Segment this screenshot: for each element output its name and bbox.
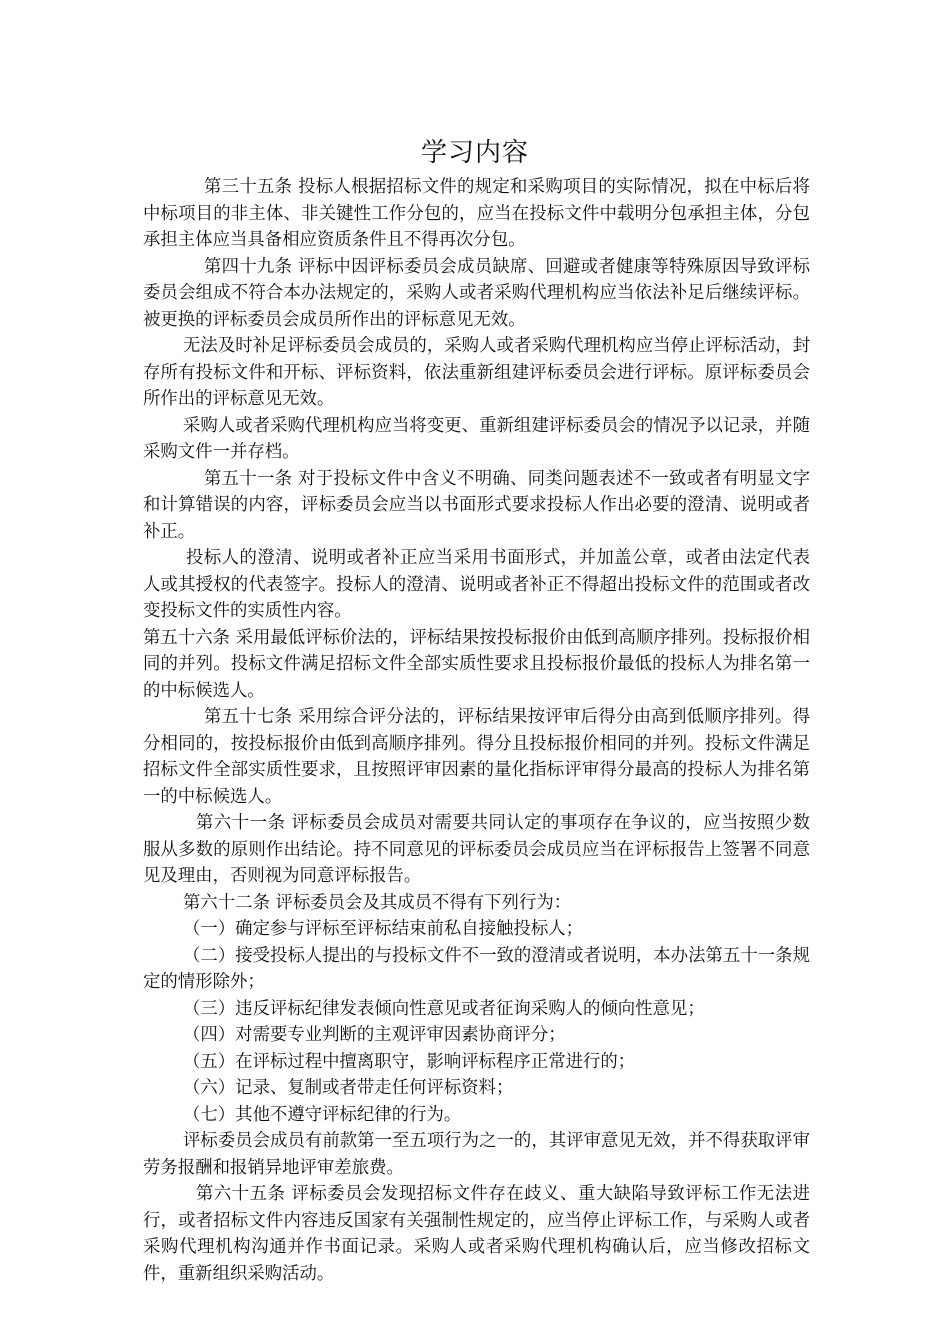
list-item: （五）在评标过程中擅离职守，影响评标程序正常进行的；: [183, 1051, 636, 1072]
paragraph-article-49: 第四十九条 评标中因评标委员会成员缺席、回避或者健康等特殊原因导致评标委员会组成不符合本办法规定的，采购人或者采购代理机构应当依法补足后继续评标。被更换的评标委员会成员所作出的评标意见无效。: [143, 256, 810, 330]
page-title: 学习内容: [420, 138, 529, 168]
paragraph-article-51-cont: 投标人的澄清、说明或者补正应当采用书面形式，并加盖公章，或者由法定代表人或其授权的代表签字。投标人的澄清、说明或者补正不得超出投标文件的范围或者改变投标文件的实质性内容。: [143, 548, 810, 621]
paragraph-article-51: 第五十一条 对于投标文件中含义不明确、同类问题表述不一致或者有明显文字和计算错误的内容，评标委员会应当以书面形式要求投标人作出必要的澄清、说明或者补正。: [143, 468, 810, 542]
document-body: [143, 174, 810, 1287]
paragraph-article-65: 第六十五条 评标委员会发现招标文件存在歧义、重大缺陷导致评标工作无法进行，或者招标文件内容违反国家有关强制性规定的，应当停止评标工作，与采购人或者采购代理机构沟通并作书面记录。采购人或者采购代理机构确认后，应当修改招标文件，重新组织采购活动。: [143, 1184, 810, 1284]
list-item: （二）接受投标人提出的与投标文件不一致的澄清或者说明，本办法第五十一条规定的情形除外；: [143, 945, 810, 992]
paragraph-article-61: 第六十一条 评标委员会成员对需要共同认定的事项存在争议的，应当按照少数服从多数的原则作出结论。持不同意见的评标委员会成员应当在评标报告上签署不同意见及理由，否则视为同意评标报告。: [143, 813, 810, 886]
list-item: （三）违反评标纪律发表倾向性意见或者征询采购人的倾向性意见；: [183, 998, 705, 1019]
paragraph-article-56: 第五十六条 采用最低评标价法的，评标结果按投标报价由低到高顺序排列。投标报价相同的并列。投标文件满足招标文件全部实质性要求且投标报价最低的投标人为排名第一的中标候选人。: [143, 627, 810, 701]
paragraph-article-62-cont: 评标委员会成员有前款第一至五项行为之一的，其评审意见无效，并不得获取评审劳务报酬和报销异地评审差旅费。: [143, 1131, 810, 1178]
list-item: （四）对需要专业判断的主观评审因素协商评分；: [183, 1025, 566, 1045]
paragraph-article-57: 第五十七条 采用综合评分法的，评标结果按评审后得分由高到低顺序排列。得分相同的，按投标报价由低到高顺序排列。得分且投标报价相同的并列。投标文件满足招标文件全部实质性要求，且按照评审因素的量化指标评审得分最高的投标人为排名第一的中标候选人。: [143, 707, 810, 807]
list-item: （七）其他不遵守评标纪律的行为。: [183, 1104, 462, 1125]
paragraph-article-35: 第三十五条 投标人根据招标文件的规定和采购项目的实际情况，拟在中标后将中标项目的非主体、非关键性工作分包的，应当在投标文件中载明分包承担主体，分包承担主体应当具备相应资质条件且不得再次分包。: [143, 177, 810, 250]
list-item: （六）记录、复制或者带走任何评标资料；: [183, 1078, 514, 1098]
list-item: （一）确定参与评标至评标结束前私自接触投标人；: [183, 919, 583, 939]
paragraph-article-49-cont-1: 无法及时补足评标委员会成员的，采购人或者采购代理机构应当停止评标活动，封存所有投标文件和开标、评标资料，依法重新组建评标委员会进行评标。原评标委员会所作出的评标意见无效。: [143, 336, 810, 409]
paragraph-article-49-cont-2: 采购人或者采购代理机构应当将变更、重新组建评标委员会的情况予以记录，并随采购文件一并存档。: [143, 415, 810, 462]
paragraph-article-62: 第六十二条 评标委员会及其成员不得有下列行为：: [183, 892, 572, 913]
